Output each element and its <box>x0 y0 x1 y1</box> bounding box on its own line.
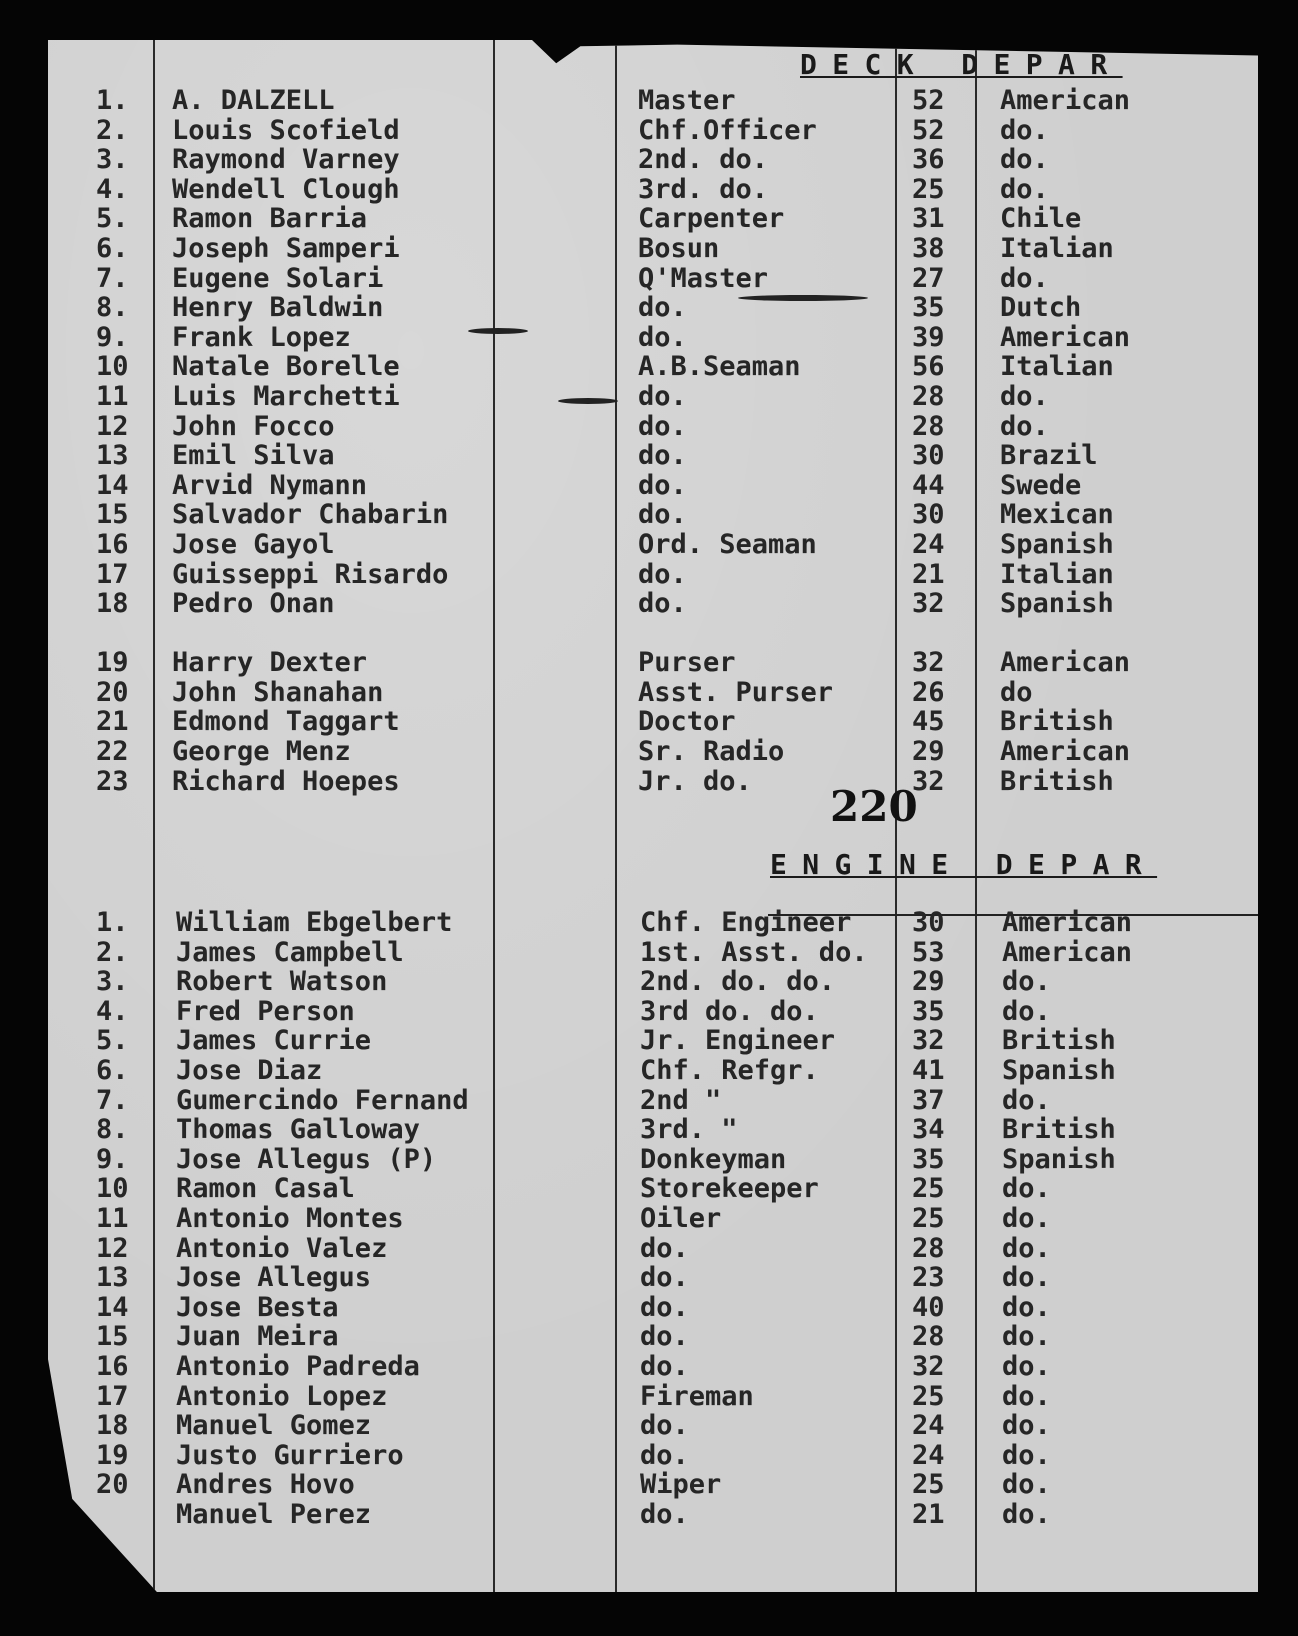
deck-crew-age: 44 <box>912 469 945 501</box>
engine-crew-rating: Jr. Engineer <box>640 1025 836 1057</box>
ink-smudge <box>558 398 618 404</box>
engine-crew-name: James Currie <box>176 1025 372 1057</box>
deck-crew-no: 9. <box>96 321 129 353</box>
deck-crew-no: 12 <box>96 410 129 442</box>
engine-crew-rating: do. <box>640 1321 689 1353</box>
deck-crew-nationality: American <box>1000 736 1131 768</box>
engine-crew-no: 9. <box>96 1143 129 1175</box>
deck-crew-rating: Carpenter <box>638 203 785 235</box>
engine-crew-name: Gumercindo Fernand <box>176 1084 469 1116</box>
deck-crew-rating: do. <box>638 440 687 472</box>
engine-nationality-column <box>1002 908 1202 1529</box>
deck-crew-rating: 2nd. do. <box>638 144 769 176</box>
engine-crew-age: 29 <box>912 966 945 998</box>
deck-crew-age: 32 <box>912 765 945 797</box>
deck-crew-age: 28 <box>912 380 945 412</box>
engine-crew-name: Justo Gurriero <box>176 1439 404 1471</box>
engine-crew-rating: Chf. Engineer <box>640 907 852 938</box>
deck-crew-nationality: Dutch <box>1000 292 1082 324</box>
engine-crew-age: 25 <box>912 1202 945 1234</box>
deck-crew-rating: Chf.Officer <box>638 114 817 146</box>
deck-crew-name: Guisseppi Risardo <box>172 558 449 590</box>
deck-crew-rating: do. <box>638 292 687 324</box>
engine-crew-rating: do. <box>640 1291 689 1323</box>
engine-crew-name: Antonio Valez <box>176 1232 388 1264</box>
deck-crew-name: Natale Borelle <box>172 351 400 383</box>
deck-crew-rating: 3rd. do. <box>638 173 769 205</box>
engine-crew-no: 17 <box>96 1380 129 1412</box>
deck-crew-nationality: do <box>1000 676 1033 708</box>
deck-crew-rating <box>638 619 908 649</box>
engine-crew-nationality: do. <box>1002 1321 1051 1353</box>
deck-crew-name: Henry Baldwin <box>172 292 384 324</box>
engine-crew-no: 19 <box>96 1439 129 1471</box>
deck-crew-rating: do. <box>638 380 687 412</box>
engine-crew-nationality: do. <box>1002 1380 1051 1412</box>
deck-crew-age: 31 <box>912 203 945 235</box>
deck-crew-rating: Q'Master <box>638 262 769 294</box>
engine-crew-rating: do. <box>640 1232 689 1264</box>
deck-nationality-column <box>1000 86 1200 796</box>
deck-crew-name: Edmond Taggart <box>172 706 400 738</box>
engine-crew-nationality: do. <box>1002 1439 1051 1471</box>
deck-crew-name: Richard Hoepes <box>172 765 400 797</box>
deck-crew-name: Raymond Varney <box>172 144 400 176</box>
deck-crew-nationality: American <box>1000 321 1131 353</box>
engine-crew-nationality: do. <box>1002 1262 1051 1294</box>
engine-crew-name: Jose Diaz <box>176 1054 323 1086</box>
deck-crew-age: 56 <box>912 351 945 383</box>
engine-crew-age: 41 <box>912 1054 945 1086</box>
deck-crew-age: 25 <box>912 173 945 205</box>
engine-crew-no: 8. <box>96 1114 129 1146</box>
engine-crew-no: 16 <box>96 1350 129 1382</box>
deck-crew-name: Arvid Nymann <box>172 469 368 501</box>
engine-crew-no: 3. <box>96 966 129 998</box>
deck-crew-no: 17 <box>96 558 129 590</box>
engine-crew-nationality: American <box>1002 936 1133 968</box>
engine-crew-rating: 2nd. do. do. <box>640 966 836 998</box>
deck-crew-no: 21 <box>96 706 129 738</box>
engine-crew-age: 34 <box>912 1114 945 1146</box>
engine-crew-age: 25 <box>912 1469 945 1501</box>
engine-crew-nationality: Spanish <box>1002 1143 1116 1175</box>
engine-crew-age: 53 <box>912 936 945 968</box>
deck-crew-no: 13 <box>96 440 129 472</box>
deck-crew-name: Jose Gayol <box>172 528 335 560</box>
engine-crew-rating: do. <box>640 1350 689 1382</box>
engine-crew-name: Thomas Galloway <box>176 1114 420 1146</box>
engine-crew-rating: Fireman <box>640 1380 754 1412</box>
deck-name-column <box>172 86 502 796</box>
engine-crew-rating: 3rd. " <box>640 1114 738 1146</box>
deck-crew-name: Emil Silva <box>172 440 335 472</box>
engine-crew-nationality: do. <box>1002 1291 1051 1323</box>
deck-crew-rating: do. <box>638 469 687 501</box>
deck-crew-age: 45 <box>912 706 945 738</box>
deck-crew-age: 32 <box>912 647 945 679</box>
engine-crew-nationality: British <box>1002 1025 1116 1057</box>
deck-crew-no: 22 <box>96 736 129 768</box>
engine-crew-rating: Wiper <box>640 1469 722 1501</box>
deck-crew-name: Harry Dexter <box>172 647 368 679</box>
engine-crew-rating: 1st. Asst. do. <box>640 936 868 968</box>
deck-crew-name: Wendell Clough <box>172 173 400 205</box>
engine-age-column <box>912 908 972 1529</box>
deck-crew-rating: Master <box>638 85 736 116</box>
engine-crew-rating: do. <box>640 1439 689 1471</box>
deck-crew-age: 38 <box>912 232 945 264</box>
engine-crew-name: Antonio Lopez <box>176 1380 388 1412</box>
deck-no-column <box>96 86 156 796</box>
engine-crew-rating: 2nd " <box>640 1084 722 1116</box>
deck-crew-name: Pedro Onan <box>172 588 335 620</box>
engine-crew-no: 11 <box>96 1202 129 1234</box>
deck-crew-age <box>912 619 972 649</box>
deck-crew-no: 4. <box>96 173 129 205</box>
engine-crew-age: 25 <box>912 1173 945 1205</box>
deck-crew-age: 21 <box>912 558 945 590</box>
deck-crew-age: 36 <box>912 144 945 176</box>
deck-crew-age: 30 <box>912 440 945 472</box>
engine-crew-rating: do. <box>640 1498 689 1530</box>
engine-crew-no: 18 <box>96 1410 129 1442</box>
deck-crew-age: 35 <box>912 292 945 324</box>
deck-crew-rating: Jr. do. <box>638 765 752 797</box>
deck-crew-nationality: do. <box>1000 380 1049 412</box>
deck-crew-no <box>96 619 156 649</box>
deck-crew-age: 29 <box>912 736 945 768</box>
engine-crew-name: Fred Person <box>176 995 355 1027</box>
engine-crew-name: William Ebgelbert <box>176 907 453 938</box>
engine-crew-rating: do. <box>640 1262 689 1294</box>
engine-crew-age: 32 <box>912 1350 945 1382</box>
deck-crew-no: 15 <box>96 499 129 531</box>
deck-crew-rating: do. <box>638 558 687 590</box>
page-number-stamp: 220 <box>830 782 918 831</box>
engine-crew-no: 1. <box>96 907 129 938</box>
deck-crew-no: 2. <box>96 114 129 146</box>
deck-crew-no: 14 <box>96 469 129 501</box>
engine-crew-age: 32 <box>912 1025 945 1057</box>
deck-crew-name: Louis Scofield <box>172 114 400 146</box>
engine-crew-name: Jose Allegus <box>176 1262 372 1294</box>
deck-crew-rating: Sr. Radio <box>638 736 785 768</box>
deck-crew-no: 16 <box>96 528 129 560</box>
deck-crew-age: 39 <box>912 321 945 353</box>
engine-crew-rating: Storekeeper <box>640 1173 819 1205</box>
engine-crew-no: 10 <box>96 1173 129 1205</box>
deck-crew-no: 20 <box>96 676 129 708</box>
deck-crew-no: 18 <box>96 588 129 620</box>
deck-crew-no: 7. <box>96 262 129 294</box>
engine-crew-age: 23 <box>912 1262 945 1294</box>
engine-crew-no: 13 <box>96 1262 129 1294</box>
deck-crew-name <box>172 619 502 649</box>
engine-crew-no: 20 <box>96 1469 129 1501</box>
deck-crew-rating: Asst. Purser <box>638 676 834 708</box>
engine-crew-rating: Chf. Refgr. <box>640 1054 819 1086</box>
deck-crew-nationality: do. <box>1000 114 1049 146</box>
engine-crew-age: 24 <box>912 1410 945 1442</box>
deck-crew-nationality: do. <box>1000 173 1049 205</box>
engine-crew-age: 21 <box>912 1498 945 1530</box>
deck-crew-no: 19 <box>96 647 129 679</box>
deck-crew-nationality: Chile <box>1000 203 1082 235</box>
engine-crew-name: Jose Allegus (P) <box>176 1143 437 1175</box>
engine-crew-nationality: do. <box>1002 995 1051 1027</box>
deck-crew-nationality: Spanish <box>1000 528 1114 560</box>
column-rule <box>975 40 977 1592</box>
deck-crew-nationality: Mexican <box>1000 499 1114 531</box>
engine-crew-age: 40 <box>912 1291 945 1323</box>
deck-crew-no: 5. <box>96 203 129 235</box>
deck-rating-column <box>638 86 908 796</box>
engine-crew-age: 35 <box>912 995 945 1027</box>
deck-crew-name: A. DALZELL <box>172 85 335 116</box>
deck-crew-no: 1. <box>96 85 129 116</box>
deck-crew-age: 30 <box>912 499 945 531</box>
engine-crew-nationality: do. <box>1002 1173 1051 1205</box>
engine-crew-no: 4. <box>96 995 129 1027</box>
deck-crew-name: John Focco <box>172 410 335 442</box>
deck-crew-name: Joseph Samperi <box>172 232 400 264</box>
engine-crew-name: Antonio Montes <box>176 1202 404 1234</box>
deck-crew-rating: Purser <box>638 647 736 679</box>
engine-crew-age: 37 <box>912 1084 945 1116</box>
engine-crew-name: James Campbell <box>176 936 404 968</box>
engine-crew-no: 7. <box>96 1084 129 1116</box>
engine-crew-name: Manuel Perez <box>176 1498 372 1530</box>
engine-crew-nationality: British <box>1002 1114 1116 1146</box>
deck-crew-rating: do. <box>638 410 687 442</box>
engine-crew-nationality: do. <box>1002 1410 1051 1442</box>
deck-crew-nationality: do. <box>1000 410 1049 442</box>
engine-crew-rating: Donkeyman <box>640 1143 787 1175</box>
deck-crew-rating: A.B.Seaman <box>638 351 801 383</box>
engine-crew-age: 24 <box>912 1439 945 1471</box>
column-rule <box>615 40 617 1592</box>
deck-crew-nationality: Italian <box>1000 351 1114 383</box>
deck-crew-nationality: British <box>1000 706 1114 738</box>
engine-crew-age: 25 <box>912 1380 945 1412</box>
deck-crew-nationality: Spanish <box>1000 588 1114 620</box>
deck-crew-no: 8. <box>96 292 129 324</box>
deck-crew-rating: do. <box>638 499 687 531</box>
engine-crew-no <box>96 1500 156 1530</box>
engine-crew-nationality: American <box>1002 907 1133 938</box>
engine-crew-no: 14 <box>96 1291 129 1323</box>
deck-crew-name: Salvador Chabarin <box>172 499 449 531</box>
deck-crew-no: 11 <box>96 380 129 412</box>
deck-crew-name: Ramon Barria <box>172 203 368 235</box>
deck-crew-age: 26 <box>912 676 945 708</box>
engine-crew-nationality: do. <box>1002 966 1051 998</box>
deck-crew-no: 3. <box>96 144 129 176</box>
deck-crew-name: George Menz <box>172 736 351 768</box>
deck-crew-nationality: British <box>1000 765 1114 797</box>
deck-crew-nationality: Brazil <box>1000 440 1098 472</box>
deck-crew-name: John Shanahan <box>172 676 384 708</box>
engine-crew-no: 12 <box>96 1232 129 1264</box>
deck-crew-rating: Doctor <box>638 706 736 738</box>
deck-crew-nationality: do. <box>1000 262 1049 294</box>
engine-crew-name: Andres Hovo <box>176 1469 355 1501</box>
engine-crew-rating: Oiler <box>640 1202 722 1234</box>
deck-crew-no: 23 <box>96 765 129 797</box>
deck-crew-name: Luis Marchetti <box>172 380 400 412</box>
engine-crew-no: 2. <box>96 936 129 968</box>
deck-crew-age: 52 <box>912 114 945 146</box>
deck-crew-rating: Bosun <box>638 232 720 264</box>
deck-crew-nationality: Italian <box>1000 232 1114 264</box>
deck-crew-age: 27 <box>912 262 945 294</box>
engine-crew-nationality: do. <box>1002 1350 1051 1382</box>
engine-crew-name: Jose Besta <box>176 1291 339 1323</box>
deck-crew-rating: Ord. Seaman <box>638 528 817 560</box>
engine-crew-nationality: do. <box>1002 1469 1051 1501</box>
deck-crew-no: 6. <box>96 232 129 264</box>
engine-crew-nationality: do. <box>1002 1498 1051 1530</box>
engine-crew-name: Juan Meira <box>176 1321 339 1353</box>
engine-name-column <box>176 908 506 1529</box>
engine-crew-nationality: do. <box>1002 1084 1051 1116</box>
engine-crew-name: Ramon Casal <box>176 1173 355 1205</box>
engine-crew-name: Antonio Padreda <box>176 1350 420 1382</box>
engine-crew-age: 35 <box>912 1143 945 1175</box>
engine-crew-age: 28 <box>912 1232 945 1264</box>
deck-crew-name: Frank Lopez <box>172 321 351 353</box>
deck-crew-nationality <box>1000 619 1200 649</box>
engine-crew-name: Robert Watson <box>176 966 388 998</box>
engine-crew-age: 30 <box>912 907 945 938</box>
deck-crew-nationality: do. <box>1000 144 1049 176</box>
engine-crew-nationality: do. <box>1002 1202 1051 1234</box>
deck-crew-nationality: American <box>1000 85 1131 116</box>
engine-crew-rating: 3rd do. do. <box>640 995 819 1027</box>
engine-no-column <box>96 908 156 1529</box>
engine-crew-no: 5. <box>96 1025 129 1057</box>
deck-age-column <box>912 86 972 796</box>
deck-crew-rating: do. <box>638 588 687 620</box>
engine-crew-name: Manuel Gomez <box>176 1410 372 1442</box>
deck-crew-nationality: Italian <box>1000 558 1114 590</box>
deck-crew-age: 24 <box>912 528 945 560</box>
engine-crew-no: 6. <box>96 1054 129 1086</box>
engine-rating-column <box>640 908 910 1529</box>
deck-crew-no: 10 <box>96 351 129 383</box>
deck-crew-nationality: Swede <box>1000 469 1082 501</box>
engine-crew-nationality: Spanish <box>1002 1054 1116 1086</box>
engine-crew-no: 15 <box>96 1321 129 1353</box>
deck-crew-age: 32 <box>912 588 945 620</box>
engine-department-title: ENGINE DEPAR <box>770 848 1158 881</box>
deck-department-title: DECK DEPAR <box>800 48 1123 81</box>
engine-crew-rating: do. <box>640 1410 689 1442</box>
deck-crew-age: 28 <box>912 410 945 442</box>
deck-crew-age: 52 <box>912 85 945 116</box>
deck-crew-rating: do. <box>638 321 687 353</box>
deck-crew-name: Eugene Solari <box>172 262 384 294</box>
engine-crew-nationality: do. <box>1002 1232 1051 1264</box>
engine-crew-age: 28 <box>912 1321 945 1353</box>
deck-crew-nationality: American <box>1000 647 1131 679</box>
